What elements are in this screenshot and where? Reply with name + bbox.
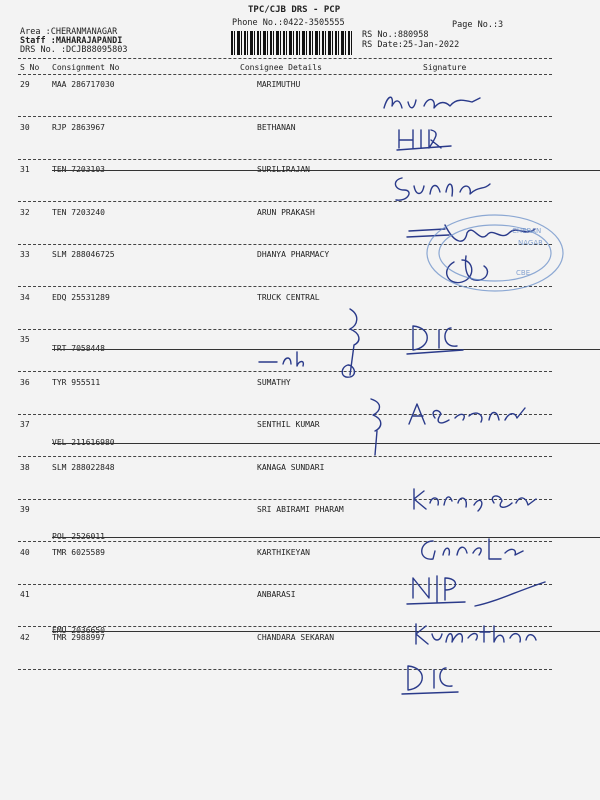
page-number: Page No.:3 bbox=[452, 20, 504, 30]
row-divider bbox=[18, 329, 552, 330]
row-consignee-name: SUMATHY bbox=[257, 377, 291, 387]
column-header-signature: Signature bbox=[423, 63, 467, 72]
row-consignee-name: TRUCK CENTRAL bbox=[257, 292, 320, 302]
row-consignee-name: SRI ABIRAMI PHARAM bbox=[257, 505, 344, 514]
row-consignment-number: TEN 7203240 bbox=[52, 207, 105, 217]
rubber-stamp-image bbox=[420, 205, 570, 300]
row-consignment-number: TRT 7058448 bbox=[52, 344, 600, 353]
row-consignee-name: SENTHIL KUMAR bbox=[257, 420, 320, 429]
row-divider bbox=[18, 669, 552, 670]
header-divider-top bbox=[18, 58, 552, 59]
row-sno: 35 bbox=[20, 335, 30, 344]
signature-image bbox=[415, 535, 525, 565]
row-consignment-number: TEN 7203103 bbox=[52, 165, 600, 174]
row-sno: 42 bbox=[20, 632, 30, 642]
row-consignee-name: BETHANAN bbox=[257, 122, 296, 132]
row-sno: 29 bbox=[20, 80, 30, 89]
row-sno: 40 bbox=[20, 547, 30, 557]
row-consignment-number: EMU 2036650 bbox=[52, 626, 600, 635]
row-sno: 34 bbox=[20, 292, 30, 302]
row-sno: 31 bbox=[20, 165, 30, 174]
row-consignee-name: ANBARASI bbox=[257, 590, 296, 599]
row-consignee-name: KANAGA SUNDARI bbox=[257, 462, 325, 472]
column-header-consignment: Consignment No bbox=[52, 63, 120, 72]
signature-image bbox=[395, 124, 455, 152]
row-consignment-number: EDQ 25531289 bbox=[52, 292, 110, 302]
row-sno: 33 bbox=[20, 250, 30, 259]
signature-image bbox=[405, 400, 535, 430]
signature-image bbox=[365, 395, 395, 465]
column-header-sno: S No bbox=[20, 63, 40, 72]
row-consignee-name: MARIMUTHU bbox=[257, 80, 301, 89]
signature-image bbox=[410, 620, 540, 650]
row-sno: 39 bbox=[20, 505, 30, 514]
signature-image bbox=[390, 172, 500, 204]
row-consignment-number: RJP 2863967 bbox=[52, 122, 105, 132]
row-consignee-name: KARTHIKEYAN bbox=[257, 547, 310, 557]
signature-image bbox=[340, 305, 380, 385]
row-divider bbox=[18, 456, 552, 457]
row-consignment-number: SLM 288022848 bbox=[52, 462, 115, 472]
header-divider-bottom bbox=[18, 74, 552, 75]
row-divider bbox=[18, 371, 552, 372]
row-consignment-number: VEL 211616980 bbox=[52, 438, 600, 447]
phone-number: Phone No.:0422-3505555 bbox=[232, 18, 345, 28]
signature-image bbox=[400, 660, 460, 696]
row-sno: 38 bbox=[20, 462, 30, 472]
signature-image bbox=[405, 320, 465, 356]
drs-number: DRS No. :DCJB88095803 bbox=[20, 45, 128, 55]
svg-text:CBE: CBE bbox=[516, 269, 531, 277]
signature-image bbox=[380, 88, 490, 118]
row-consignment-number: TMR 2988997 bbox=[52, 632, 105, 642]
row-sno: 36 bbox=[20, 377, 30, 387]
row-consignee-name: CHANDARA SEKARAN bbox=[257, 632, 335, 642]
signature-image bbox=[255, 350, 315, 370]
row-consignee-name: DHANYA PHARMACY bbox=[257, 250, 330, 259]
row-sno: 30 bbox=[20, 122, 30, 132]
row-divider bbox=[18, 159, 552, 160]
row-consignment-number: MAA 286717030 bbox=[52, 80, 115, 89]
row-consignment-number: TMR 6025589 bbox=[52, 547, 105, 557]
sheet-title: TPC/CJB DRS - PCP bbox=[248, 5, 341, 15]
staff-field: Staff :MAHARAJAPANDI bbox=[20, 36, 123, 46]
area-field: Area :CHERANMANAGAR bbox=[20, 27, 118, 37]
signature-image bbox=[405, 572, 555, 612]
row-sno: 41 bbox=[20, 590, 30, 599]
row-sno: 32 bbox=[20, 207, 30, 217]
svg-text:CHERAN: CHERAN bbox=[512, 227, 542, 235]
rs-number: RS No.:880958 bbox=[362, 30, 429, 40]
svg-text:NAGAR: NAGAR bbox=[518, 239, 543, 247]
column-header-consignee: Consignee Details bbox=[240, 63, 322, 72]
rs-date: RS Date:25-Jan-2022 bbox=[362, 40, 460, 50]
barcode-image bbox=[231, 31, 353, 55]
row-consignment-number: TYR 955511 bbox=[52, 377, 101, 387]
row-consignee-name: SURILIRAJAN bbox=[257, 165, 310, 174]
row-consignment-number: SLM 288046725 bbox=[52, 250, 115, 259]
signature-image bbox=[408, 485, 548, 515]
row-consignment-number: POL 2526011 bbox=[52, 532, 600, 541]
row-sno: 37 bbox=[20, 420, 30, 429]
row-consignee-name: ARUN PRAKASH bbox=[257, 207, 315, 217]
